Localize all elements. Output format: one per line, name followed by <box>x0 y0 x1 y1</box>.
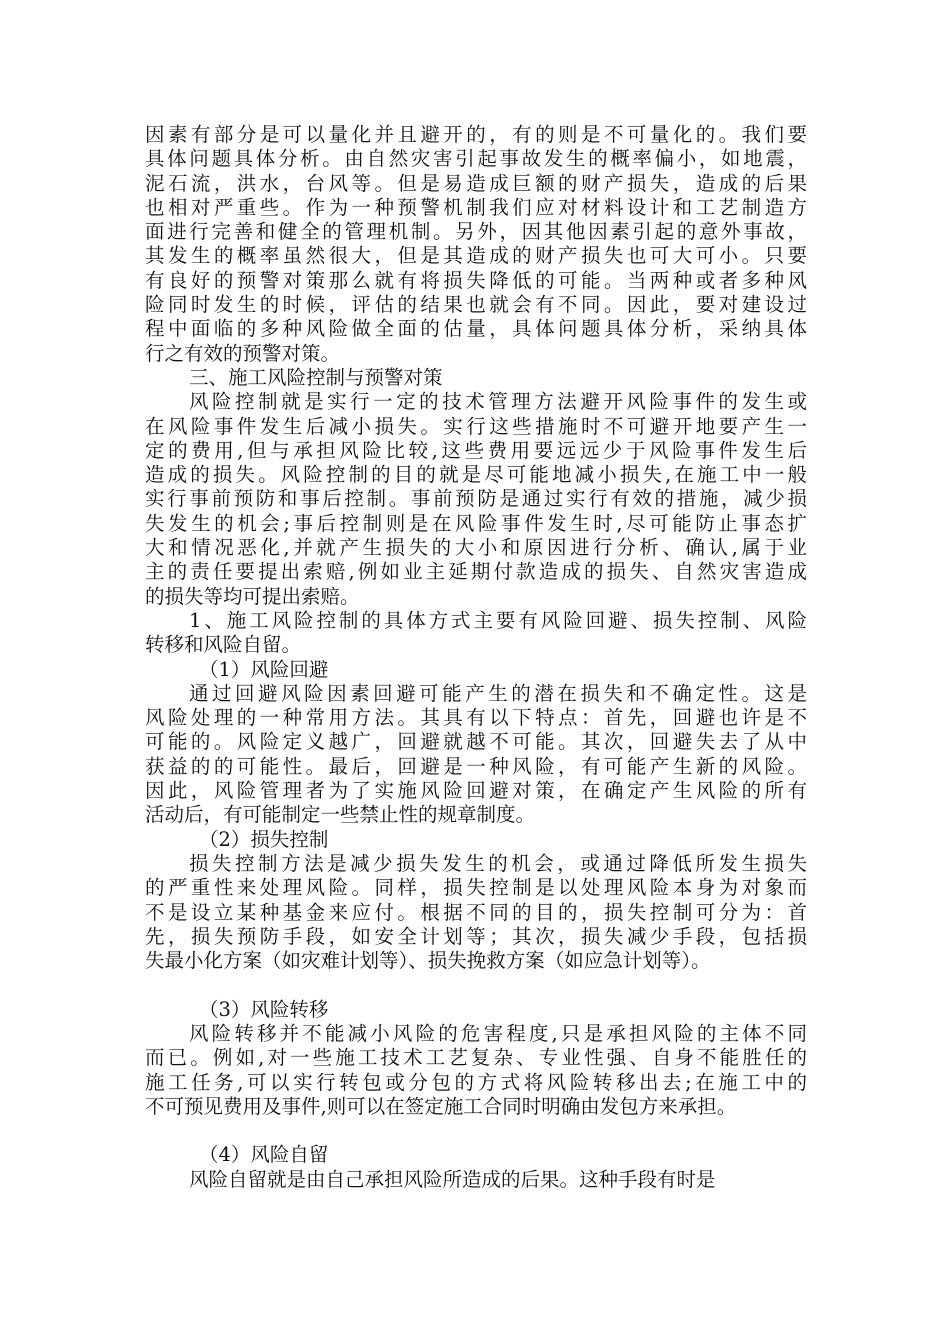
text-line: 风险处理的一种常用方法。其具有以下特点：首先，回避也许是不 <box>145 706 807 730</box>
text-line: 风险控制就是实行一定的技术管理方法避开风险事件的发生或 <box>189 390 807 414</box>
text-line: 有良好的预警对策那么就有将损失降低的可能。当两种或者多种风 <box>145 268 807 292</box>
text-line: 的严重性来处理风险。同样，损失控制是以处理风险本身为对象而 <box>145 876 807 900</box>
text-line: 大和情况恶化,并就产生损失的大小和原因进行分析、确认,属于业 <box>145 536 807 560</box>
text-line: 泥石流，洪水，台风等。但是易造成巨额的财产损失，造成的后果 <box>145 171 807 195</box>
text-line: 通过回避风险因素回避可能产生的潜在损失和不确定性。这是 <box>189 681 807 705</box>
text-line: 险同时发生的时候，评估的结果也就会有不同。因此，要对建设过 <box>145 293 807 317</box>
text-line: 的损失等均可提出索赔。 <box>145 584 360 608</box>
text-line: 行之有效的预警对策。 <box>145 341 341 365</box>
text-line: 不是设立某种基金来应付。根据不同的目的，损失控制可分为：首 <box>145 900 807 924</box>
text-line: 先，损失预防手段，如安全计划等；其次，损失减少手段，包括损 <box>145 924 807 948</box>
text-line: 不可预见费用及事件,则可以在签定施工合同时明确由发包方来承担。 <box>145 1094 737 1118</box>
section-heading: 三、施工风险控制与预警对策 <box>189 365 443 389</box>
text-line: 实行事前预防和事后控制。事前预防是通过实行有效的措施，减少损 <box>145 487 807 511</box>
text-line: 风险转移并不能减小风险的危害程度,只是承担风险的主体不同 <box>189 1021 807 1045</box>
text-line: 损失控制方法是减少损失发生的机会，或通过降低所发生损失 <box>189 851 807 875</box>
text-line: 程中面临的多种风险做全面的估量，具体问题具体分析，采纳具体 <box>145 317 807 341</box>
text-line: 活动后，有可能制定一些禁止性的规章制度。 <box>145 803 536 827</box>
text-line: 因素有部分是可以量化并且避开的，有的则是不可量化的。我们要 <box>145 123 807 146</box>
text-line: 其发生的概率虽然很大，但是其造成的财产损失也可大可小。只要 <box>145 244 807 268</box>
blank-line <box>145 1119 807 1143</box>
blank-line <box>145 973 807 997</box>
text-line: 也相对严重些。作为一种预警机制我们应对材料设计和工艺制造方 <box>145 195 807 219</box>
text-line: 主的责任要提出索赔,例如业主延期付款造成的损失、自然灾害造成 <box>145 560 807 584</box>
text-line: 施工任务,可以实行转包或分包的方式将风险转移出去;在施工中的 <box>145 1070 807 1094</box>
text-line: 失最小化方案（如灾难计划等）、损失挽救方案（如应急计划等）。 <box>145 949 711 973</box>
subsection-heading: （4）风险自留 <box>199 1143 329 1167</box>
subsection-heading: （1）风险回避 <box>199 657 329 681</box>
subsection-heading: （3）风险转移 <box>199 997 329 1021</box>
text-line: 可能的。风险定义越广，回避就越不可能。其次，回避失去了从中 <box>145 730 807 754</box>
text-line: 失发生的机会;事后控制则是在风险事件发生时,尽可能防止事态扩 <box>145 511 807 535</box>
text-line: 获益的的可能性。最后，回避是一种风险，有可能产生新的风险。 <box>145 754 807 778</box>
paragraph <box>145 123 807 366</box>
paragraph <box>145 1168 807 1192</box>
document-page <box>145 123 807 1192</box>
text-line: 1、施工风险控制的具体方式主要有风险回避、损失控制、风险 <box>189 608 807 632</box>
paragraph <box>145 682 807 828</box>
text-line: 在风险事件发生后减小损失。实行这些措施时不可避开地要产生一 <box>145 414 807 438</box>
paragraph <box>145 390 807 609</box>
subsection-heading: （2）损失控制 <box>199 827 329 851</box>
paragraph <box>145 609 807 658</box>
text-line: 造成的损失。风险控制的目的就是尽可能地减小损失,在施工中一般 <box>145 463 807 487</box>
paragraph <box>145 852 807 973</box>
text-line: 具体问题具体分析。由自然灾害引起事故发生的概率偏小，如地震， <box>145 147 807 171</box>
text-line: 定的费用,但与承担风险比较,这些费用要远远少于风险事件发生后 <box>145 438 807 462</box>
text-line: 因此，风险管理者为了实施风险回避对策，在确定产生风险的所有 <box>145 779 807 803</box>
text-line: 风险自留就是由自己承担风险所造成的后果。这种手段有时是 <box>189 1167 716 1191</box>
text-line: 而已。例如,对一些施工技术工艺复杂、专业性强、自身不能胜任的 <box>145 1046 807 1070</box>
paragraph <box>145 1022 807 1119</box>
text-line: 面进行完善和健全的管理机制。另外，因其他因素引起的意外事故， <box>145 220 807 244</box>
text-line: 转移和风险自留。 <box>145 633 302 657</box>
